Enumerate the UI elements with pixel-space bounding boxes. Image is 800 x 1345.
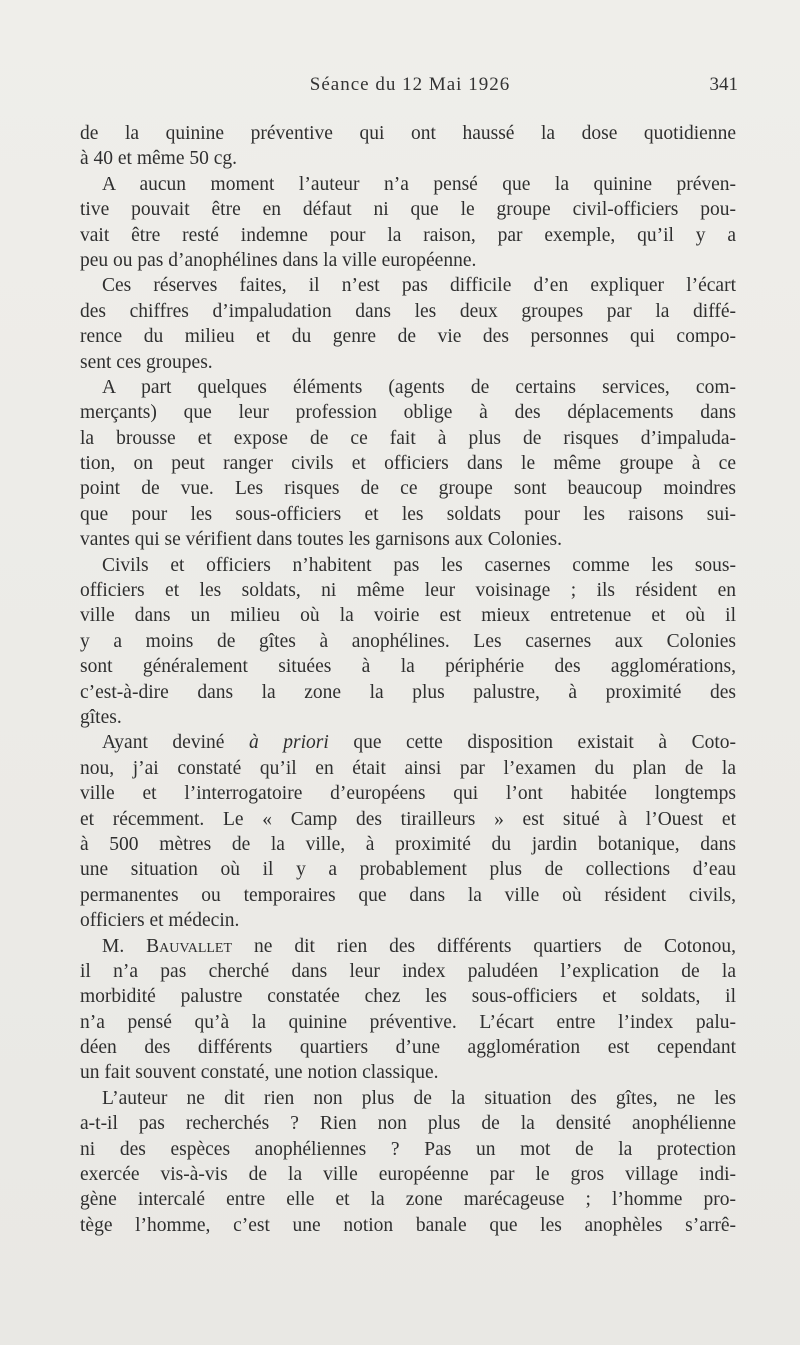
text-line: exercée vis-à-vis de la ville européenne par le gros village indi- [80,1164,736,1186]
text-line [80,781,736,806]
paragraph [80,375,736,553]
text-line: point de vue. Les risques de ce groupe sont beaucoup moindres [80,478,736,500]
text-line [80,908,736,933]
page-number: 341 [709,74,738,95]
author-name: Bauvallet [146,935,233,957]
paragraph [80,172,736,274]
text-line [80,832,736,857]
text-line: tège l’homme, c’est une notion banale que les anophèles s’arrê- [80,1214,736,1236]
text-line: officiers et les soldats, ni même leur voisinage ; ils résident en [80,580,736,602]
running-head [80,74,740,108]
text-line: gène intercalé entre elle et la zone marécageuse ; l’homme pro- [80,1189,736,1211]
text-segment: nou, j’ai constaté qu’il en était ainsi par l’examen du plan de la [80,757,736,779]
text-line: peu ou pas d’anophélines dans la ville européenne. [80,249,477,271]
text-line [80,1035,736,1060]
text-segment: il n’a pas cherché dans leur index paludéen l’explication de la [80,960,736,982]
text-line [80,1010,736,1035]
text-line [80,1060,736,1085]
text-line [80,857,736,882]
text-line [80,730,736,755]
text-line: tion, on peut ranger civils et officiers dans le même groupe à ce [80,453,736,475]
text-line [80,807,736,832]
text-line: y a moins de gîtes à anophélines. Les casernes aux Colonies [80,630,736,652]
paragraph [80,553,736,731]
text-segment: ne dit rien des différents quartiers de Cotonou, [232,935,736,957]
text-line: Civils et officiers n’habitent pas les casernes comme les sous- [102,554,736,576]
paragraph [80,730,736,933]
text-line: c’est-à-dire dans la zone la plus palustre, à proximité des [80,681,736,703]
text-line [80,934,736,959]
text-segment: Ayant deviné [102,732,249,754]
text-segment: officiers et médecin. [80,910,240,932]
text-line: vait être resté indemne pour la raison, par exemple, qu’il y a [80,224,736,246]
body-text [80,121,736,1238]
text-line [80,984,736,1009]
text-line: merçants) que leur profession oblige à des déplacements dans [80,402,736,424]
text-segment: ville et l’interrogatoire d’européens qui l’ont habitée longtemps [80,783,736,805]
text-segment: déen des différents quartiers d’une agglomération est cependant [80,1037,736,1059]
italic-phrase: à priori [248,732,329,754]
text-line: sont généralement situées à la périphérie des agglomérations, [80,656,736,678]
text-line: de la quinine préventive qui ont haussé la dose quotidienne [80,123,736,144]
text-line: rence du milieu et du genre de vie des personnes qui compo- [80,326,736,348]
text-segment: M. [102,935,147,957]
text-line: A aucun moment l’auteur n’a pensé que la quinine préven- [102,173,736,195]
text-line: que pour les sous-officiers et les soldats pour les raisons sui- [80,503,736,525]
paragraph [80,121,736,172]
text-line: A part quelques éléments (agents de certains services, com- [102,376,736,398]
text-segment: à 500 mètres de la ville, à proximité du jardin botanique, dans [80,833,736,855]
text-segment: n’a pensé qu’à la quinine préventive. L’écart entre l’index palu- [80,1011,736,1033]
text-line [80,959,736,984]
text-line [80,883,736,908]
paragraph [80,1086,736,1238]
text-line: ni des espèces anophéliennes ? Pas un mot de la protection [80,1138,736,1160]
text-line: la brousse et expose de ce fait à plus de risques d’impaluda- [80,427,736,449]
text-line: sent ces groupes. [80,351,213,373]
text-line: Ces réserves faites, il n’est pas difficile d’en expliquer l’écart [102,275,736,297]
text-segment: et récemment. Le « Camp des tirailleurs » est situé à l’Ouest et [80,808,736,830]
header-title: Séance du 12 Mai 1926 [309,74,511,95]
text-line: L’auteur ne dit rien non plus de la situation des gîtes, ne les [102,1087,736,1109]
text-line: à 40 et même 50 cg. [80,148,238,170]
text-segment: permanentes ou temporaires que dans la ville où résident civils, [80,884,736,906]
text-segment: une situation où il y a probablement plus de collections d’eau [80,859,736,881]
text-line [80,756,736,781]
text-line: gîtes. [80,706,122,728]
text-segment: que cette disposition existait à Coto- [328,732,737,754]
text-segment: morbidité palustre constatée chez les sous-officiers et soldats, il [80,986,736,1008]
text-line: ville dans un milieu où la voirie est mieux entretenue et où il [80,605,736,627]
paragraph [80,934,736,1086]
text-segment: un fait souvent constaté, une notion classique. [80,1062,439,1084]
text-line: vantes qui se vérifient dans toutes les garnisons aux Colonies. [80,529,562,551]
text-line: des chiffres d’impaludation dans les deux groupes par la diffé- [80,300,736,322]
paragraph [80,273,736,375]
text-line: tive pouvait être en défaut ni que le groupe civil-officiers pou- [80,199,736,221]
text-line: a-t-il pas recherchés ? Rien non plus de la densité anophélienne [80,1113,736,1135]
